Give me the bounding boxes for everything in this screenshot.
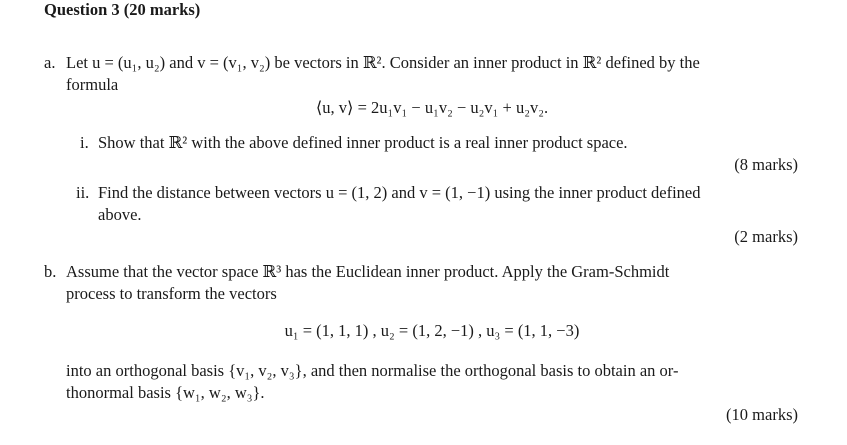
part-b-label: b. <box>44 262 57 281</box>
sub-ii-marks: (2 marks) <box>734 227 798 246</box>
inner-product-formula: ⟨u, v⟩ = 2u₁v₁ − u₁v₂ − u₂v₁ + u₂v₂. <box>315 98 549 117</box>
part-b-marks: (10 marks) <box>726 405 798 424</box>
sub-i-marks: (8 marks) <box>734 155 798 174</box>
question-title: Question 3 (20 marks) <box>44 0 201 19</box>
part-a-line1: Let u = (u₁, u₂) and v = (v₁, v₂) be vectors in ℝ². Consider an inner product in ℝ² defined by the <box>66 53 700 72</box>
sub-i-label: i. <box>80 133 89 152</box>
sub-ii-label: ii. <box>76 183 90 202</box>
vectors-formula: u₁ = (1, 1, 1) , u₂ = (1, 2, −1) , u₃ = (1, 1, −3) <box>284 321 580 340</box>
part-b-line2: process to transform the vectors <box>66 284 277 303</box>
sub-ii-line1: Find the distance between vectors u = (1, 2) and v = (1, −1) using the inner product defined <box>98 183 701 202</box>
part-a-line2: formula <box>66 75 119 94</box>
sub-ii-line2: above. <box>98 205 142 224</box>
part-b-line4: thonormal basis {w₁, w₂, w₃}. <box>66 383 265 402</box>
part-a-label: a. <box>44 53 56 72</box>
sub-i-text: Show that ℝ² with the above defined inner product is a real inner product space. <box>98 133 628 152</box>
part-b-line3: into an orthogonal basis {v₁, v₂, v₃}, and then normalise the orthogonal basis to obtain an or- <box>66 361 679 380</box>
part-b-line1: Assume that the vector space ℝ³ has the Euclidean inner product. Apply the Gram-Schmidt <box>66 262 670 281</box>
